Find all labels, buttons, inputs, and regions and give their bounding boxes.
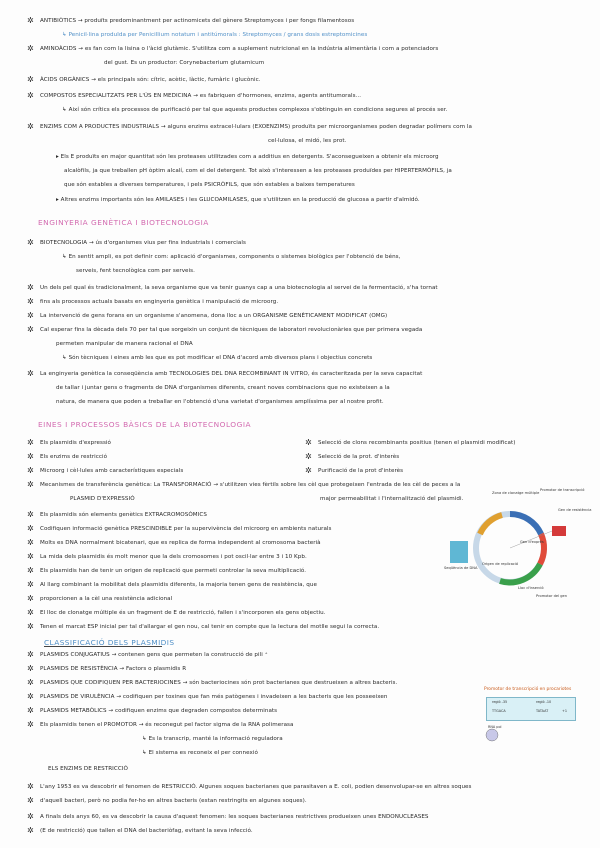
bullet-star-icon: ✲ xyxy=(27,325,34,334)
promoter-figure-title: Promotor de transcripció en procariotes xyxy=(484,687,572,692)
lines-line: ▸ Altres enzims importants són les AMILASES i les GLUCOAMILASES, que s'utilitzen en la producció de glucosa a partir d'almidó. xyxy=(56,197,420,203)
tools-left-item: Microorg i cèl·lules amb característiques especials xyxy=(40,468,184,474)
tools-right-item: Purificació de la prot d'interès xyxy=(318,468,404,474)
lines-line: ↳ Penicil·lina produïda per Penicillium notatum i antitúmorals : Streptomyces / grans dosis estreptomicines xyxy=(62,32,368,38)
lines-line: AMINOÀCIDS → es fan com la lisina o l'àcid glutàmic. S'utilitza com a suplement nutricional en la indústria alimentària i com a potenciadors xyxy=(40,46,439,52)
bullet-star-icon: ✲ xyxy=(27,720,34,729)
bullet-star-icon: ✲ xyxy=(27,510,34,519)
lines3-line: El lloc de clonatge múltiple és un fragment de E de restricció, fallen i s'incorporen els gens objectiu. xyxy=(40,610,326,616)
bullet-star-icon: ✲ xyxy=(27,678,34,687)
bullet-star-icon: ✲ xyxy=(305,452,312,461)
plasmid-svg xyxy=(440,486,590,604)
bullet-star-icon: ✲ xyxy=(27,706,34,715)
promoter-label-10: regió -10 xyxy=(536,700,552,704)
plasmid-insert-box xyxy=(450,541,468,563)
plasmid-segment-origin xyxy=(500,564,540,582)
lines2-line: permeten manipular de manera racional el DNA xyxy=(56,341,193,347)
lines4-line: A finals dels anys 60, es va descobrir la causa d'aquest fenomen: les soques bacterianes restrictives produeixen unes ENDONUCLEASES xyxy=(40,814,429,820)
lines2-line: de tallar i juntar gens o fragments de DNA d'organismes diferents, creant noves combinacions que no existeixen a la xyxy=(56,385,390,391)
lines2-line: fins als processos actuals basats en enginyeria genètica i manipulació de microorg. xyxy=(40,299,279,305)
lines-line: cel·lulosa, el midó, les prot. xyxy=(268,138,347,144)
lines-line: del gust. Es un productor: Corynebacterium glutamicum xyxy=(104,60,265,66)
lines2-line: serveis, fent tecnològica com per serveis. xyxy=(76,268,195,274)
bullet-star-icon: ✲ xyxy=(27,692,34,701)
promoter-diagram xyxy=(482,687,594,747)
lines4-line: PLASMIDS QUE CODIFIQUEN PER BACTERIOCINES → són bacteriocines són prot bacterianes que destrueixen a altres bacteris. xyxy=(40,680,398,686)
lines4-line: ELS ENZIMS DE RESTRICCIÓ xyxy=(48,766,128,772)
plasmid-label-8: Promotor del gen xyxy=(536,594,568,598)
lines3-line: La mida dels plasmidis és molt menor que la dels cromosomes i pot oscil·lar entre 3 i 10 Kpb. xyxy=(40,554,307,560)
plasmid-label-5: Gen d'exprés xyxy=(520,540,544,544)
lines2-line: Un dels pel qual és tradicionalment, la seva organisme que va tenir guanys cap a una biotecnologia al servei de la fermentació, s'ha tornat xyxy=(40,285,438,291)
plasmid-segment-resistance xyxy=(540,534,544,564)
lines4-line: PLASMIDS DE VIRULÈNCIA → codifiquen per toxines que fan més patògenes i invadeixen a les bacteris que les posseeixen xyxy=(40,694,388,700)
bullet-star-icon: ✲ xyxy=(27,812,34,821)
bullet-star-icon: ✲ xyxy=(27,44,34,53)
bullet-star-icon: ✲ xyxy=(27,369,34,378)
bullet-star-icon: ✲ xyxy=(27,664,34,673)
bullet-star-icon: ✲ xyxy=(27,452,34,461)
lines3-line: Tenen el marcat ESP inicial per tal d'allargar el gen nou, cal tenir en compte que la lectura del motlle segui la correcta. xyxy=(40,624,380,630)
bullet-star-icon: ✲ xyxy=(27,480,34,489)
lines2-line: natura, de manera que poden a treballar en l'obtenció d'una varietat d'organismes amplíssima per al nostre profit. xyxy=(56,399,384,405)
bullet-star-icon: ✲ xyxy=(305,438,312,447)
plasmid-diagram xyxy=(440,486,590,604)
lines-line: COMPOSTOS ESPECIALITZATS PER L'ÚS EN MEDICINA → es fabriquen d'hormones, enzims, agents antitumorals... xyxy=(40,93,362,99)
lines3-line: major permeabilitat i l'internalització del plasmidi. xyxy=(320,496,464,502)
lines-line: ÀCIDS ORGÀNICS → els principals són: cítric, acètic, làctic, fumàric i glucònic. xyxy=(40,77,261,83)
bullet-star-icon: ✲ xyxy=(27,826,34,835)
promoter-seq-35: TTGACA xyxy=(492,709,506,713)
plasmid-label-6: Seqüència de DNA xyxy=(444,566,478,570)
lines3-line: Mecanismes de transferència genètica: La TRANSFORMACIÓ → s'utilitzen vies fèrtils sobre les cèl que protegeixen l'entrada de les cèl de peces a la xyxy=(40,482,461,488)
tools-left-item: Els plasmidis d'expressió xyxy=(40,440,111,446)
bullet-star-icon: ✲ xyxy=(27,311,34,320)
lines2-line: ↳ En sentit ampli, es pot definir com: aplicació d'organismes, components o sistemes biològics per l'obtenció de béns, xyxy=(62,254,401,260)
plasmid-segment-promoter xyxy=(510,514,541,534)
bullet-star-icon: ✲ xyxy=(27,566,34,575)
bullet-star-icon: ✲ xyxy=(305,466,312,475)
promoter-label-35: regió -35 xyxy=(492,700,508,704)
plasmid-mcs-box xyxy=(552,526,566,536)
promoter-caption: RNA pol xyxy=(488,725,502,729)
lines-line: alcalòfils, ja que treballen pH òptim alcalí, com el del detergent. Tot això s'interessen a les proteases produïdes per HIPERTERMÒFILS, ja xyxy=(64,168,452,174)
lines4-line: PLASMIDS CONJUGATIUS → contenen gens que permeten la construcció de pili ⁺ xyxy=(40,652,268,658)
lines3-line: Al llarg combinant la mobilitat dels plasmidis diferents, la majoria tenen gens de resistència, que xyxy=(40,582,317,588)
plasmid-label-2: Gen de resistència xyxy=(558,508,592,512)
bullet-star-icon: ✲ xyxy=(27,552,34,561)
lines4-line: ↳ Es la transcrip, manté la informació reguladora xyxy=(142,736,283,742)
lines4-line: PLASMIDS METABÒLICS → codifiquen enzims que degraden compostos determinats xyxy=(40,708,278,714)
bullet-star-icon: ✲ xyxy=(27,16,34,25)
bullet-star-icon: ✲ xyxy=(27,438,34,447)
section-title-eines: EINES I PROCESSOS BÀSICS DE LA BIOTECNOLOGIA xyxy=(38,420,252,429)
bullet-star-icon: ✲ xyxy=(27,122,34,131)
section-title-enginyeria: ENGINYERIA GENÈTICA I BIOTECNOLOGIA xyxy=(38,218,209,227)
lines-line: ANTIBIÒTICS → produïts predominantment per actinomicets del gènere Streptomyces i per fongs filamentosos xyxy=(40,18,355,24)
bullet-star-icon: ✲ xyxy=(27,594,34,603)
promoter-seq-10: TATAAT xyxy=(536,709,549,713)
lines-line: ↳ Així són crítics els processos de purificació per tal que aquests productes complexos s'obtinguin en condicions segures al procés ser. xyxy=(62,107,448,113)
tools-left-item: Els enzims de restricció xyxy=(40,454,108,460)
bullet-star-icon: ✲ xyxy=(27,782,34,791)
lines4-line: PLASMIDS DE RESISTÈNCIA → Factors o plasmidis R xyxy=(40,666,187,672)
plasmid-label-3: Zona de clonatge múltiple xyxy=(492,491,540,495)
plasmid-label-7: Lloc d'inserció xyxy=(518,586,544,590)
lines4-line: d'aquell bacteri, però no podia fer-ho en altres bacteris (estan restringits en algunes soques). xyxy=(40,798,307,804)
bullet-star-icon: ✲ xyxy=(27,91,34,100)
bullet-star-icon: ✲ xyxy=(27,297,34,306)
lines3-line: Codifiquen informació genètica PRESCINDIBLE per la supervivència del microorg en ambients naturals xyxy=(40,526,332,532)
lines4-line: L'any 1953 es va descobrir el fenomen de RESTRICCIÓ. Algunes soques bacterianes que parasitaven a E. coli, podien desenvolupar-se en altres soques xyxy=(40,784,472,790)
bullet-star-icon: ✲ xyxy=(27,580,34,589)
lines2-line: La enginyeria genètica la conseqüència amb TECNOLOGIES DEL DNA RECOMBINANT IN VITRO, és caracteritzada per la seva capacitat xyxy=(40,371,423,377)
bullet-star-icon: ✲ xyxy=(27,524,34,533)
rna-polymerase-icon xyxy=(484,727,504,747)
section-title-classificacio: CLASSIFICACIÓ DELS PLASMIDIS xyxy=(44,638,175,647)
lines2-line: Cal esperar fins la dècada dels 70 per tal que sorgeixin un conjunt de tècniques de laboratori revolucionàries que per primera vegada xyxy=(40,327,423,333)
bullet-star-icon: ✲ xyxy=(27,622,34,631)
bullet-star-icon: ✲ xyxy=(27,608,34,617)
lines2-line: ↳ Són tècniques i eines amb les que es pot modificar el DNA d'acord amb diversos plans i objectius concrets xyxy=(62,355,373,361)
lines4-line: (E de restricció) que tallen el DNA del bacteriòfag, evitant la seva infecció. xyxy=(40,828,253,834)
plasmid-segment-gene xyxy=(480,515,502,534)
lines3-line: Els plasmidis són elements genètics EXTRACROMOSÒMICS xyxy=(40,512,207,518)
plasmid-label-4: Origen de replicació xyxy=(482,562,519,566)
bullet-star-icon: ✲ xyxy=(27,75,34,84)
bullet-star-icon: ✲ xyxy=(27,650,34,659)
lines-line: que són estables a diverses temperatures, i pels PSICRÒFILS, que són estables a baixes temperatures xyxy=(64,182,355,188)
lines3-line: PLASMID D'EXPRESSIÓ xyxy=(70,496,135,502)
lines3-line: Molts es DNA normalment bicatenari, que es replica de forma independent al cromosoma bacterià xyxy=(40,540,321,546)
tools-right-item: Selecció de la prot. d'interès xyxy=(318,454,400,460)
lines4-line: Els plasmidis tenen el PROMOTOR → és reconegut pel factor sigma de la RNA polimerasa xyxy=(40,722,294,728)
lines3-line: proporcionen a la cèl una resistència adicional xyxy=(40,596,173,602)
bullet-star-icon: ✲ xyxy=(27,796,34,805)
lines4-line: ↳ El sistema es reconeix el per connexió xyxy=(142,750,258,756)
lines2-line: La intervenció de gens forans en un organisme s'anomena, dona lloc a un ORGANISME GENÈTICAMENT MODIFICAT (OMG) xyxy=(40,313,388,319)
bullet-star-icon: ✲ xyxy=(27,238,34,247)
promoter-start: +1 xyxy=(562,709,567,713)
bullet-star-icon: ✲ xyxy=(27,466,34,475)
lines2-line: BIOTECNOLOGIA → ús d'organismes vius per fins industrials i comercials xyxy=(40,240,246,246)
lines-line: ENZIMS COM A PRODUCTES INDUSTRIALS → alguns enzims extracel·lulars (EXOENZIMS) produïts per microorganismes poden degradar polímers com la xyxy=(40,124,472,130)
section-underline xyxy=(44,646,162,647)
tools-right-item: Selecció de clons recombinants positius (tenen el plasmidi modificat) xyxy=(318,440,516,446)
lines3-line: Els plasmidis han de tenir un origen de replicació que permeti controlar la seva multiplicació. xyxy=(40,568,307,574)
lines-line: ▸ Els E produïts en major quantitat són les proteases utilitzades com a additius en detergents. S'aconsegueixen a obtenir els microorg xyxy=(56,154,439,160)
bullet-star-icon: ✲ xyxy=(27,538,34,547)
plasmid-label-1: Promotor de transcripció xyxy=(540,488,585,492)
bullet-star-icon: ✲ xyxy=(27,283,34,292)
